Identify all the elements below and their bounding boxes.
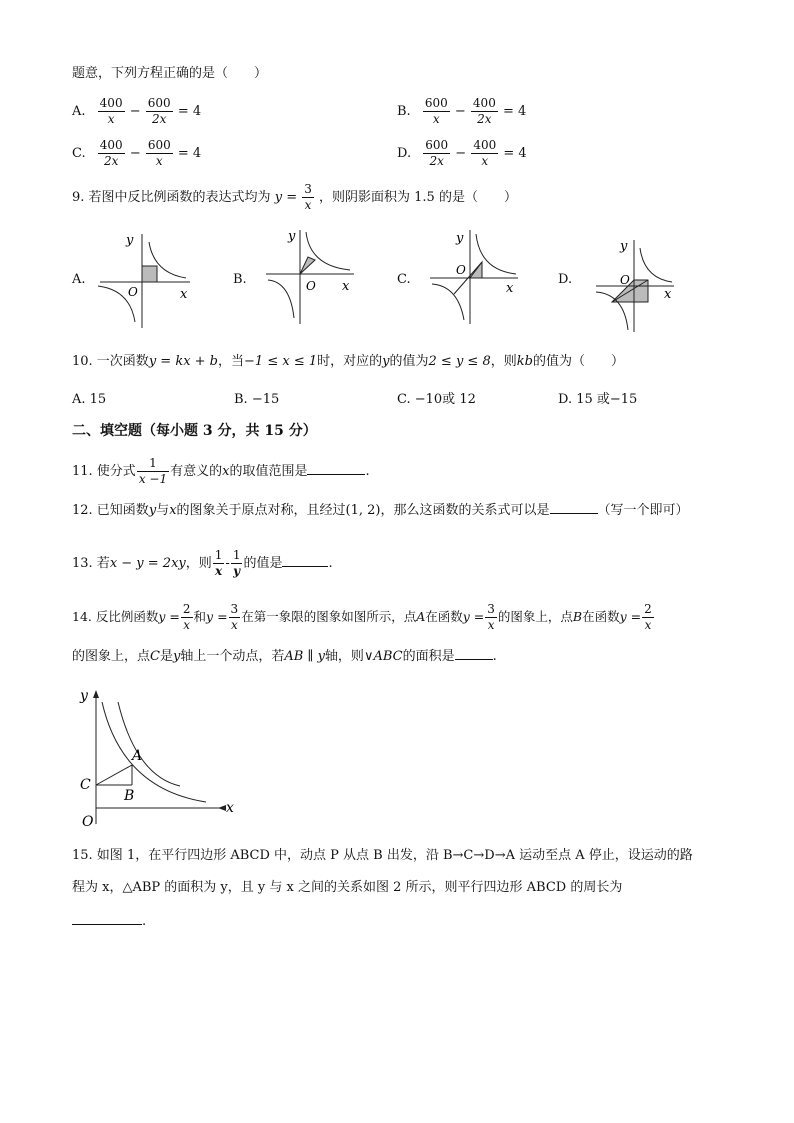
- point-a-label: A: [132, 748, 143, 764]
- q11-answer-blank[interactable]: [307, 460, 365, 475]
- q15-stem-line1: 15. 如图 1，在平行四边形 ABCD 中，动点 P 从点 B 出发，沿 B→C→D→A 运动至点 A 停止，设运动的路: [72, 848, 693, 863]
- axis-y-label: y: [456, 231, 464, 246]
- shaded-triangle: [300, 257, 315, 274]
- x-arrow: [218, 805, 226, 811]
- point-b-label: B: [124, 788, 135, 804]
- q9-label-b[interactable]: B.: [233, 272, 247, 287]
- axis-y-label: y: [620, 239, 628, 254]
- q15-answer-blank[interactable]: [72, 910, 142, 925]
- hyperbola-q3: [268, 280, 294, 318]
- axis-y-label: y: [80, 688, 88, 704]
- origin-label: O: [82, 814, 94, 830]
- q9-figure-d[interactable]: [590, 236, 680, 336]
- q15-stem-line2: 程为 x，△ABP 的面积为 y，且 y 与 x 之间的关系如图 2 所示，则平行四边形 ABCD 的周长为: [72, 880, 623, 895]
- q9-label-a[interactable]: A.: [72, 272, 86, 287]
- q9-label-d[interactable]: D.: [558, 272, 573, 287]
- point-c-label: C: [80, 777, 91, 793]
- q10-option-a[interactable]: A. 15: [72, 392, 107, 407]
- q8-stem: 题意，下列方程正确的是（ ）: [72, 66, 268, 81]
- q14-stem-line2: 的图象上，点C是y轴上一个动点，若AB ∥ y轴，则∨ABC的面积是 .: [72, 645, 497, 667]
- q13-stem: 13. 若x − y = 2xy，则 $\frac{1}{x}$ - $\frac{1}{y}$ 的值是 .: [72, 548, 333, 578]
- q14-answer-blank[interactable]: [455, 645, 493, 660]
- q13-answer-blank[interactable]: [282, 552, 328, 567]
- q8-option-d[interactable]: D. $\frac{600}{2x}$ − $\frac{400}{x}$ = 4: [397, 138, 527, 168]
- segment-ca: [96, 765, 132, 785]
- q12-stem: 12. 已知函数y与x的图象关于原点对称，且经过(1, 2)，那么这函数的关系式可以是 （写一个即可）: [72, 499, 689, 521]
- q15-stem-line3: .: [72, 910, 146, 932]
- hyperbola-q1: [306, 232, 350, 270]
- q10-option-c[interactable]: C. −10或 12: [397, 392, 476, 407]
- q8-option-b[interactable]: B. $\frac{600}{x}$ − $\frac{400}{2x}$ = 4: [397, 96, 527, 126]
- axis-x-label: x: [506, 281, 514, 296]
- axis-x-label: x: [664, 287, 672, 302]
- origin-label: O: [306, 279, 316, 293]
- shaded-rect: [142, 266, 157, 282]
- q8-option-c[interactable]: C. $\frac{400}{2x}$ − $\frac{600}{x}$ = 4: [72, 138, 202, 168]
- q8-option-a[interactable]: A. $\frac{400}{x}$ − $\frac{600}{2x}$ = 4: [72, 96, 202, 126]
- q9-label-c[interactable]: C.: [397, 272, 411, 287]
- axis-y-label: y: [288, 229, 296, 244]
- hyperbola-q1: [640, 248, 672, 282]
- q14-figure: [74, 684, 244, 830]
- q10-option-d[interactable]: D. 15 或−15: [558, 392, 638, 407]
- origin-label: O: [620, 273, 630, 287]
- axis-x-label: x: [342, 279, 350, 294]
- axis-x-label: x: [226, 800, 234, 816]
- axis-y-label: y: [126, 233, 134, 248]
- q9-figure-a[interactable]: [86, 228, 196, 330]
- q10-option-b[interactable]: B. −15: [234, 392, 280, 407]
- q14-stem-line1: 14. 反比例函数y = $\frac{2}{x}$ 和y = $\frac{3}{x}$ 在第一象限的图象如图所示，点A在函数y = $\frac{3}{x}$ 的图象上，点B在函数y = $\frac{2}{x}$: [72, 602, 652, 632]
- q9-figure-b[interactable]: [262, 226, 362, 328]
- q10-stem: 10. 一次函数y = kx + b，当−1 ≤ x ≤ 1时，对应的y的值为2 ≤ y ≤ 8，则kb的值为（ ）: [72, 354, 624, 369]
- curve-y-3-over-x: [118, 702, 180, 786]
- section-heading: 二、填空题（每小题 3 分，共 15 分）: [72, 423, 317, 439]
- q9-stem: 9. 若图中反比例函数的表达式均为 y = $\frac{3}{x}$ ，则阴影面积为 1.5 的是（ ）: [72, 182, 517, 212]
- q12-answer-blank[interactable]: [550, 499, 598, 514]
- hyperbola-q3: [432, 284, 464, 320]
- origin-label: O: [456, 263, 466, 277]
- shaded-triangle-2: [634, 280, 648, 302]
- axis-x-label: x: [180, 287, 188, 302]
- curve-y-2-over-x: [102, 702, 206, 802]
- y-arrow: [93, 690, 99, 698]
- q9-figure-c[interactable]: [426, 226, 526, 328]
- origin-label: O: [128, 285, 138, 299]
- q11-stem: 11. 使分式 $\frac{1}{x -1}$ 有意义的x的取值范围是 .: [72, 456, 370, 486]
